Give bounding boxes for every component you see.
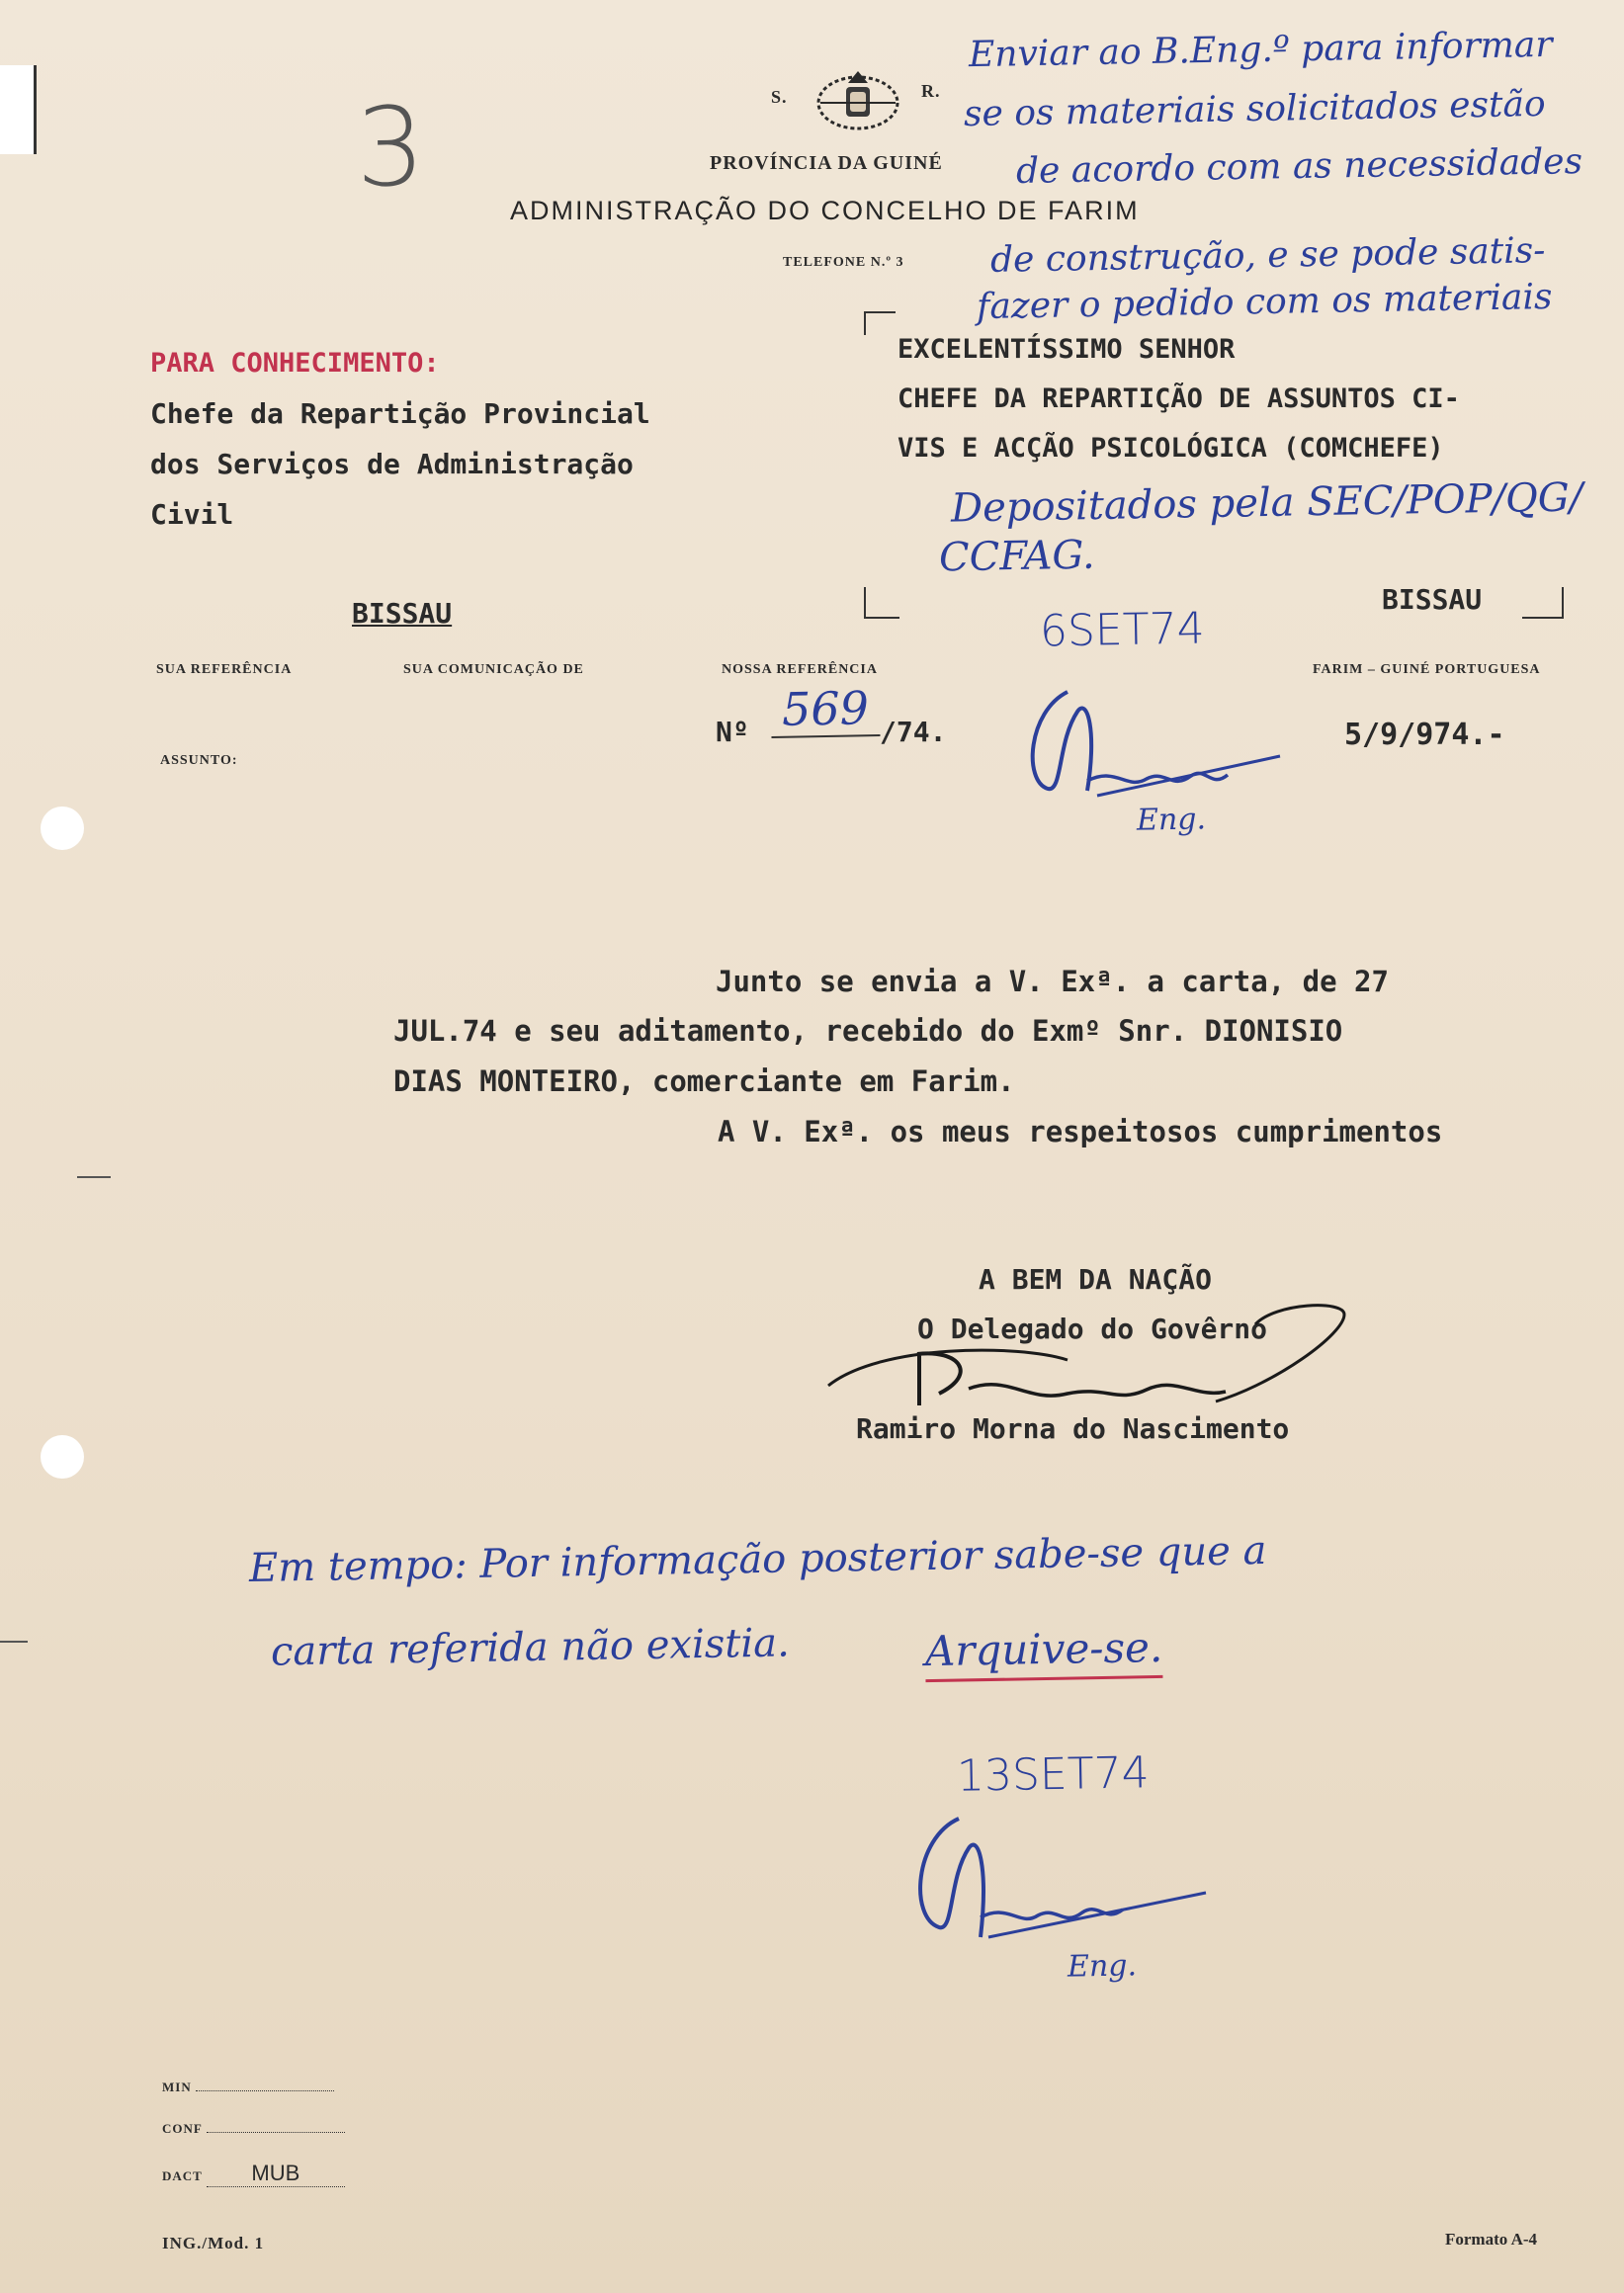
cc-label: PARA CONHECIMENTO: — [150, 348, 440, 379]
annotation-bottom-line-2: carta referida não existia. — [270, 1620, 791, 1675]
punch-hole-bottom — [41, 1435, 84, 1479]
province-heading: PROVÍNCIA DA GUINÉ — [710, 152, 943, 174]
ref-label-sua-comunicacao: SUA COMUNICAÇÃO DE — [403, 662, 584, 677]
footer-conf-leader — [207, 2132, 345, 2133]
body-line-4: A V. Exª. os meus respeitosos cumprimentos — [718, 1115, 1443, 1148]
footer-dact-value: MUB — [251, 2161, 300, 2185]
annotation-top-line-4: de construção, e se pode satis- — [989, 230, 1546, 281]
body-line-1: Junto se envia a V. Exª. a carta, de 27 — [716, 965, 1389, 998]
cc-line-2: dos Serviços de Administração — [150, 448, 634, 480]
crest-right-letter: R. — [921, 81, 941, 101]
cc-line-1: Chefe da Repartição Provincial — [150, 397, 650, 430]
coat-of-arms-icon — [812, 61, 903, 136]
footer-conf — [162, 2121, 345, 2137]
body-line-3: DIAS MONTEIRO, comerciante em Farim. — [393, 1064, 1015, 1098]
footer-min-leader — [196, 2090, 334, 2091]
margin-mark-lower — [0, 1641, 28, 1643]
telephone-number: TELEFONE N.º 3 — [783, 255, 904, 270]
ref-label-sua-referencia: SUA REFERÊNCIA — [156, 662, 293, 677]
footer-conf-label: CONF — [162, 2121, 203, 2136]
footer-dact-leader — [207, 2161, 345, 2187]
initials-note-1: Eng. — [1136, 802, 1207, 838]
closing-role: O Delegado do Govêrno — [917, 1313, 1268, 1345]
addressee-handwritten-1: Depositados pela SEC/POP/QG/ — [950, 474, 1583, 532]
addressee-bracket-top — [864, 311, 896, 335]
reference-number-handwritten: 569 — [771, 681, 881, 738]
administration-heading: ADMINISTRAÇÃO DO CONCELHO DE FARIM — [510, 196, 1140, 225]
addressee-city: BISSAU — [1382, 583, 1483, 616]
footer-dact — [162, 2161, 345, 2187]
handwritten-date-1: 6SET74 — [1039, 603, 1206, 657]
footer-model: ING./Mod. 1 — [162, 2234, 265, 2252]
cc-line-3: Civil — [150, 498, 234, 531]
addressee-line-3: VIS E ACÇÃO PSICOLÓGICA (COMCHEFE) — [897, 433, 1444, 464]
body-line-2: JUL.74 e seu aditamento, recebido do Exmº Snr. DIONISIO — [393, 1014, 1343, 1048]
addressee-bracket-bottom — [864, 587, 899, 619]
ref-label-assunto: ASSUNTO: — [160, 753, 238, 768]
footer-dact-label: DACT — [162, 2168, 203, 2183]
initials-signature-2 — [890, 1799, 1226, 1987]
annotation-bottom-line-1: Em tempo: Por informação posterior sabe-se que a — [248, 1528, 1267, 1591]
ref-label-place: FARIM – GUINÉ PORTUGUESA — [1313, 662, 1541, 677]
annotation-top-line-5: fazer o pedido com os materiais — [976, 276, 1553, 328]
cc-city: BISSAU — [352, 597, 453, 630]
footer-min-label: MIN — [162, 2080, 192, 2094]
addressee-handwritten-2: CCFAG. — [938, 532, 1096, 581]
reference-number-suffix: /74. — [880, 716, 947, 748]
footer-min — [162, 2080, 334, 2095]
main-signature — [820, 1295, 1374, 1423]
ref-label-nossa-referencia: NOSSA REFERÊNCIA — [722, 662, 878, 677]
punch-hole-top — [41, 807, 84, 850]
footer-format: Formato A-4 — [1445, 2230, 1538, 2249]
annotation-top-line-1: Enviar ao B.Eng.º para informar — [968, 24, 1553, 76]
annotation-top-line-3: de acordo com as necessidades — [1015, 141, 1583, 192]
reference-number-prefix: Nº — [716, 716, 749, 748]
annotation-bottom-archive: Arquive-se. — [925, 1623, 1163, 1682]
handwritten-date-2: 13SET74 — [956, 1747, 1151, 1802]
addressee-line-2: CHEFE DA REPARTIÇÃO DE ASSUNTOS CI- — [897, 383, 1460, 414]
addressee-bracket-right — [1522, 587, 1564, 619]
signatory-name: Ramiro Morna do Nascimento — [856, 1412, 1290, 1445]
crest-left-letter: S. — [771, 87, 788, 107]
handwritten-page-number: 3 — [354, 83, 427, 212]
initials-note-2: Eng. — [1067, 1948, 1138, 1985]
addressee-line-1: EXCELENTÍSSIMO SENHOR — [897, 334, 1236, 365]
annotation-top-line-2: se os materiais solicitados estão — [963, 83, 1546, 135]
closing-motto: A BEM DA NAÇÃO — [979, 1263, 1213, 1296]
margin-mark-top — [0, 65, 37, 154]
margin-mark-middle — [77, 1176, 111, 1178]
document-date: 5/9/974.- — [1344, 718, 1505, 752]
